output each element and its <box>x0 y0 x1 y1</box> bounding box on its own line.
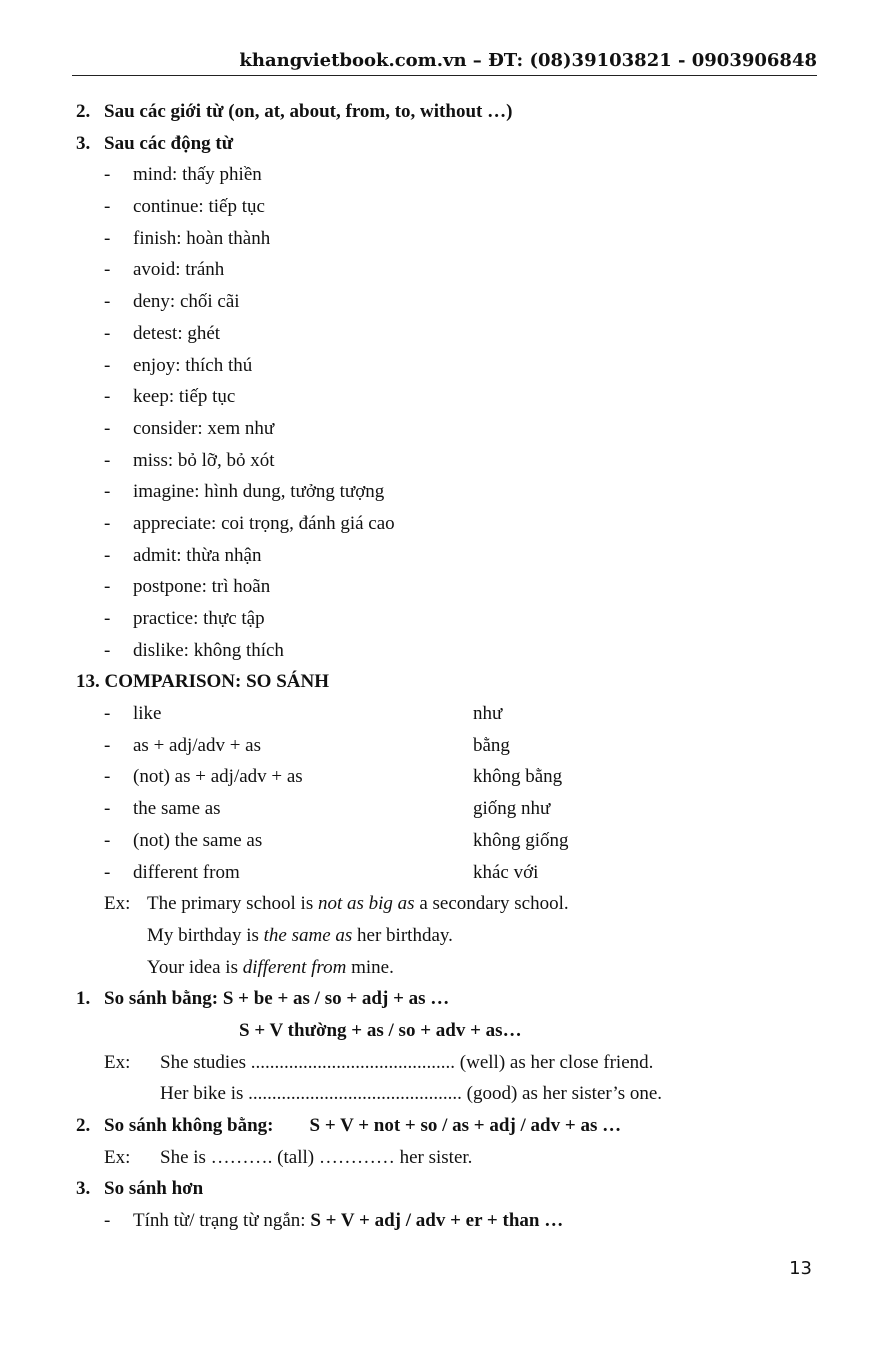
list-item: - mind: thấy phiền <box>104 164 262 186</box>
list-item: - dislike: không thích <box>104 639 284 661</box>
example-line: Ex: She studies ........................................... (well) as her close friend. <box>104 1051 654 1073</box>
page-header: khangvietbook.com.vn – ĐT: (08)39103821 - 0903906848 <box>239 50 817 71</box>
list-item: - like như <box>104 703 503 725</box>
not-equal-comparison-heading: 2. So sánh không bằng: S + V + not + so / as + adj / adv + as … <box>76 1115 622 1136</box>
more-comparison-heading: 3. So sánh hơn <box>76 1178 204 1200</box>
example-line: Her bike is ............................................. (good) as her sister’s one. <box>160 1083 663 1105</box>
list-item: - the same as giống như <box>104 798 551 820</box>
list-item: - Tính từ/ trạng từ ngắn: S + V + adj / adv + er + than … <box>104 1210 564 1232</box>
list-item: - different from khác với <box>104 861 539 883</box>
verb-list <box>76 159 816 666</box>
list-item: - deny: chối cãi <box>104 291 240 313</box>
list-item: - continue: tiếp tục <box>104 196 265 218</box>
list-item: - finish: hoàn thành <box>104 227 271 249</box>
page-content <box>76 96 816 1237</box>
list-item: - (not) the same as không giống <box>104 829 569 851</box>
item-number: 2. <box>76 101 91 122</box>
equal-comparison-formula: S + V thường + as / so + adv + as… <box>239 1019 522 1041</box>
example-label: Ex: <box>104 893 131 915</box>
list-item: - (not) as + adj/adv + as không bằng <box>104 766 563 788</box>
example-line: Ex: The primary school is not as big as a secondary school. <box>76 888 816 920</box>
list-item: - keep: tiếp tục <box>104 386 236 408</box>
list-item: - detest: ghét <box>104 322 221 344</box>
comparison-pairs <box>76 698 816 888</box>
example-line: Your idea is different from mine. <box>147 956 394 978</box>
example-line: My birthday is the same as her birthday. <box>147 924 453 946</box>
list-item: - consider: xem như <box>104 417 275 439</box>
header-divider <box>72 75 817 76</box>
list-item: - miss: bỏ lỡ, bỏ xót <box>104 449 275 471</box>
page-number: 13 <box>789 1258 812 1279</box>
list-item: - imagine: hình dung, tưởng tượng <box>104 481 385 503</box>
gerund-item-3 <box>76 128 816 160</box>
list-item: - appreciate: coi trọng, đánh giá cao <box>104 512 395 534</box>
list-item: - as + adj/adv + as bằng <box>104 734 510 756</box>
section-title: 13. COMPARISON: SO SÁNH <box>76 671 329 693</box>
list-item: - enjoy: thích thú <box>104 354 253 376</box>
example-line: Ex: She is ………. (tall) ………… her sister. <box>104 1146 473 1168</box>
list-item: - postpone: trì hoãn <box>104 576 271 598</box>
list-item: - avoid: tránh <box>104 259 225 281</box>
item-text: Sau các động từ <box>104 132 234 154</box>
list-item: - practice: thực tập <box>104 608 265 629</box>
item-text: Sau các giới từ (on, at, about, from, to, without …) <box>104 101 513 122</box>
equal-comparison-heading: 1. So sánh bằng: S + be + as / so + adj + as … <box>76 988 450 1010</box>
gerund-item-2 <box>76 96 816 128</box>
item-number: 3. <box>76 132 91 154</box>
list-item: - admit: thừa nhận <box>104 544 262 566</box>
